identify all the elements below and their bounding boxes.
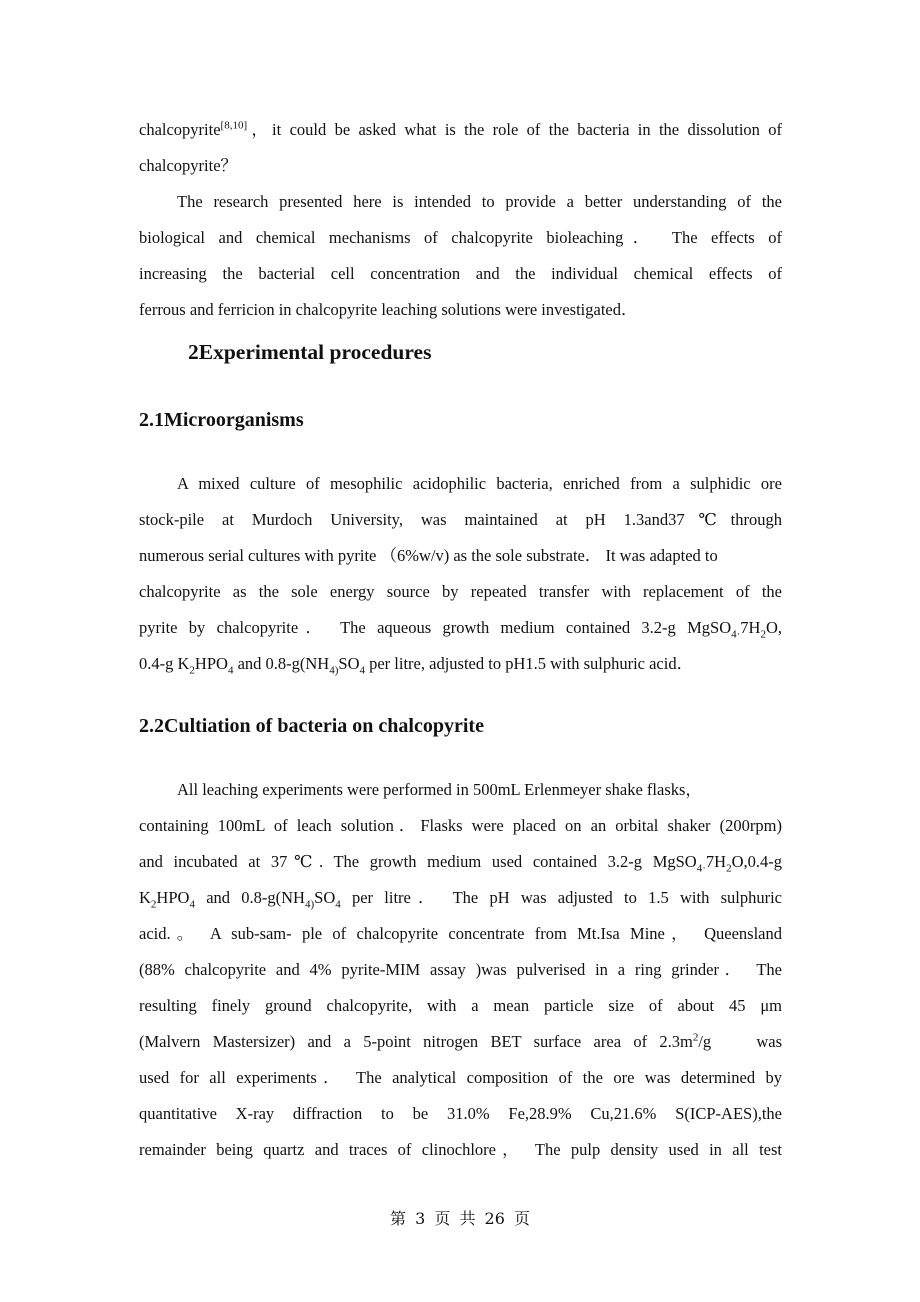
s22-sup-1: 2 [692, 1031, 699, 1044]
s21-sub-3: 2 [189, 664, 195, 677]
s22-sub-3: 2 [150, 898, 157, 911]
s22-sub-6: 4 [335, 898, 341, 911]
s22-line-8 [139, 1030, 782, 1054]
s21-line-5 [139, 616, 782, 640]
section-2-2-heading: 2.2Cultiation of bacteria on chalcopyrite [139, 715, 484, 737]
s22-line-1: All leaching experiments were performed in 500mL Erlenmeyer shake flasks， [177, 780, 702, 799]
s21-line-5-a: pyrite by chalcopyrite． The aqueous growth medium contained 3.2-g MgSO [139, 618, 732, 637]
s22-line-3-c: 7H [705, 852, 727, 871]
intro-line-1-text-a: chalcopyrite [139, 120, 221, 139]
s21-line-6-e: per litre, adjusted to pH1.5 with sulphuric acid． [364, 654, 694, 673]
s21-sub-4: 4 [227, 664, 234, 677]
s21-line-6 [139, 652, 782, 676]
s22-line-2: containing 100mL of leach solution．Flasks were placed on an orbital shaker (200rpm) [139, 816, 782, 835]
intro-line-4: biological and chemical mechanisms of chalcopyrite bioleaching． The effects of [139, 228, 782, 247]
s22-line-4-a: K [139, 888, 151, 907]
s22-line-4-e: per litre． The pH was adjusted to 1.5 with sulphuric [340, 888, 782, 907]
s22-sub-4: 4 [189, 898, 195, 911]
s21-sub-1: 4 [731, 628, 737, 641]
s21-dot: · [736, 628, 741, 641]
intro-line-1-text-b: ，it could be asked what is the role of the bacteria in the dissolution of [247, 120, 782, 139]
s21-sub-6: 4 [359, 664, 365, 677]
s21-line-6-b: HPO [194, 654, 228, 673]
s22-line-11: remainder being quartz and traces of clinochlore， The pulp density used in all test [139, 1140, 782, 1159]
s22-line-4-d: SO [314, 888, 336, 907]
page-number-footer: 第 3 页 共 26 页 [390, 1209, 530, 1228]
s22-sub-5: 4) [304, 898, 315, 911]
s22-sub-1: 4 [696, 862, 703, 875]
s22-line-10: quantitative X-ray diffraction to be 31.0% Fe,28.9% Cu,21.6% S(ICP-AES),the [139, 1104, 782, 1123]
s21-line-6-a: 0.4-g K [139, 654, 190, 673]
s22-dot: · [702, 862, 706, 875]
s21-sub-5: 4) [329, 664, 339, 677]
s22-line-9: used for all experiments． The analytical composition of the ore was determined by [139, 1068, 782, 1087]
s22-line-5: acid.。 A sub-sam- ple of chalcopyrite concentrate from Mt.Isa Mine， Queensland [139, 924, 782, 943]
s21-sub-2: 2 [760, 628, 766, 641]
intro-line-2: chalcopyrite？ [139, 156, 238, 175]
intro-line-5: increasing the bacterial cell concentration and the individual chemical effects of [139, 264, 782, 283]
intro-line-1 [139, 118, 782, 142]
s21-line-6-c: and 0.8-g(NH [233, 654, 330, 673]
s21-line-5-c: 7H [740, 618, 761, 637]
s21-line-4: chalcopyrite as the sole energy source by repeated transfer with replacement of the [139, 582, 782, 601]
s22-line-3-a: and incubated at 37℃. The growth medium used contained 3.2-g MgSO [139, 852, 697, 871]
section-2-heading: 2Experimental procedures [188, 340, 432, 364]
s22-sub-2: 2 [726, 862, 732, 875]
s21-line-2: stock-pile at Murdoch University, was maintained at pH 1.3and37℃through [139, 510, 782, 529]
s21-line-1: A mixed culture of mesophilic acidophilic bacteria, enriched from a sulphidic ore [177, 474, 782, 493]
section-2-1-heading: 2.1Microorganisms [139, 409, 304, 431]
s21-line-6-d: SO [338, 654, 360, 673]
s22-line-4-b: HPO [156, 888, 190, 907]
intro-line-6: ferrous and ferricion in chalcopyrite leaching solutions were investigated． [139, 300, 638, 319]
s21-line-5-d: O, [765, 618, 782, 637]
s22-line-4-c: and 0.8-g(NH [194, 888, 305, 907]
intro-line-3: The research presented here is intended to provide a better understanding of the [177, 192, 782, 211]
s22-line-3-d: O,0.4-g [731, 852, 782, 871]
s22-line-4 [139, 886, 782, 910]
s22-line-8-a: (Malvern Mastersizer) and a 5-point nitrogen BET surface area of 2.3m [139, 1032, 693, 1051]
s22-line-3 [139, 850, 782, 874]
s21-line-3: numerous serial cultures with pyrite （6%w/v) as the sole substrate． It was adapted to [139, 546, 718, 565]
s22-line-7: resulting finely ground chalcopyrite, with a mean particle size of about 45 μm [139, 996, 782, 1015]
s22-line-8-b: /g was [698, 1032, 782, 1051]
citation: [8,10] [220, 119, 248, 132]
s22-line-6: (88% chalcopyrite and 4% pyrite-MIM assay )was pulverised in a ring grinder． The [139, 960, 782, 979]
